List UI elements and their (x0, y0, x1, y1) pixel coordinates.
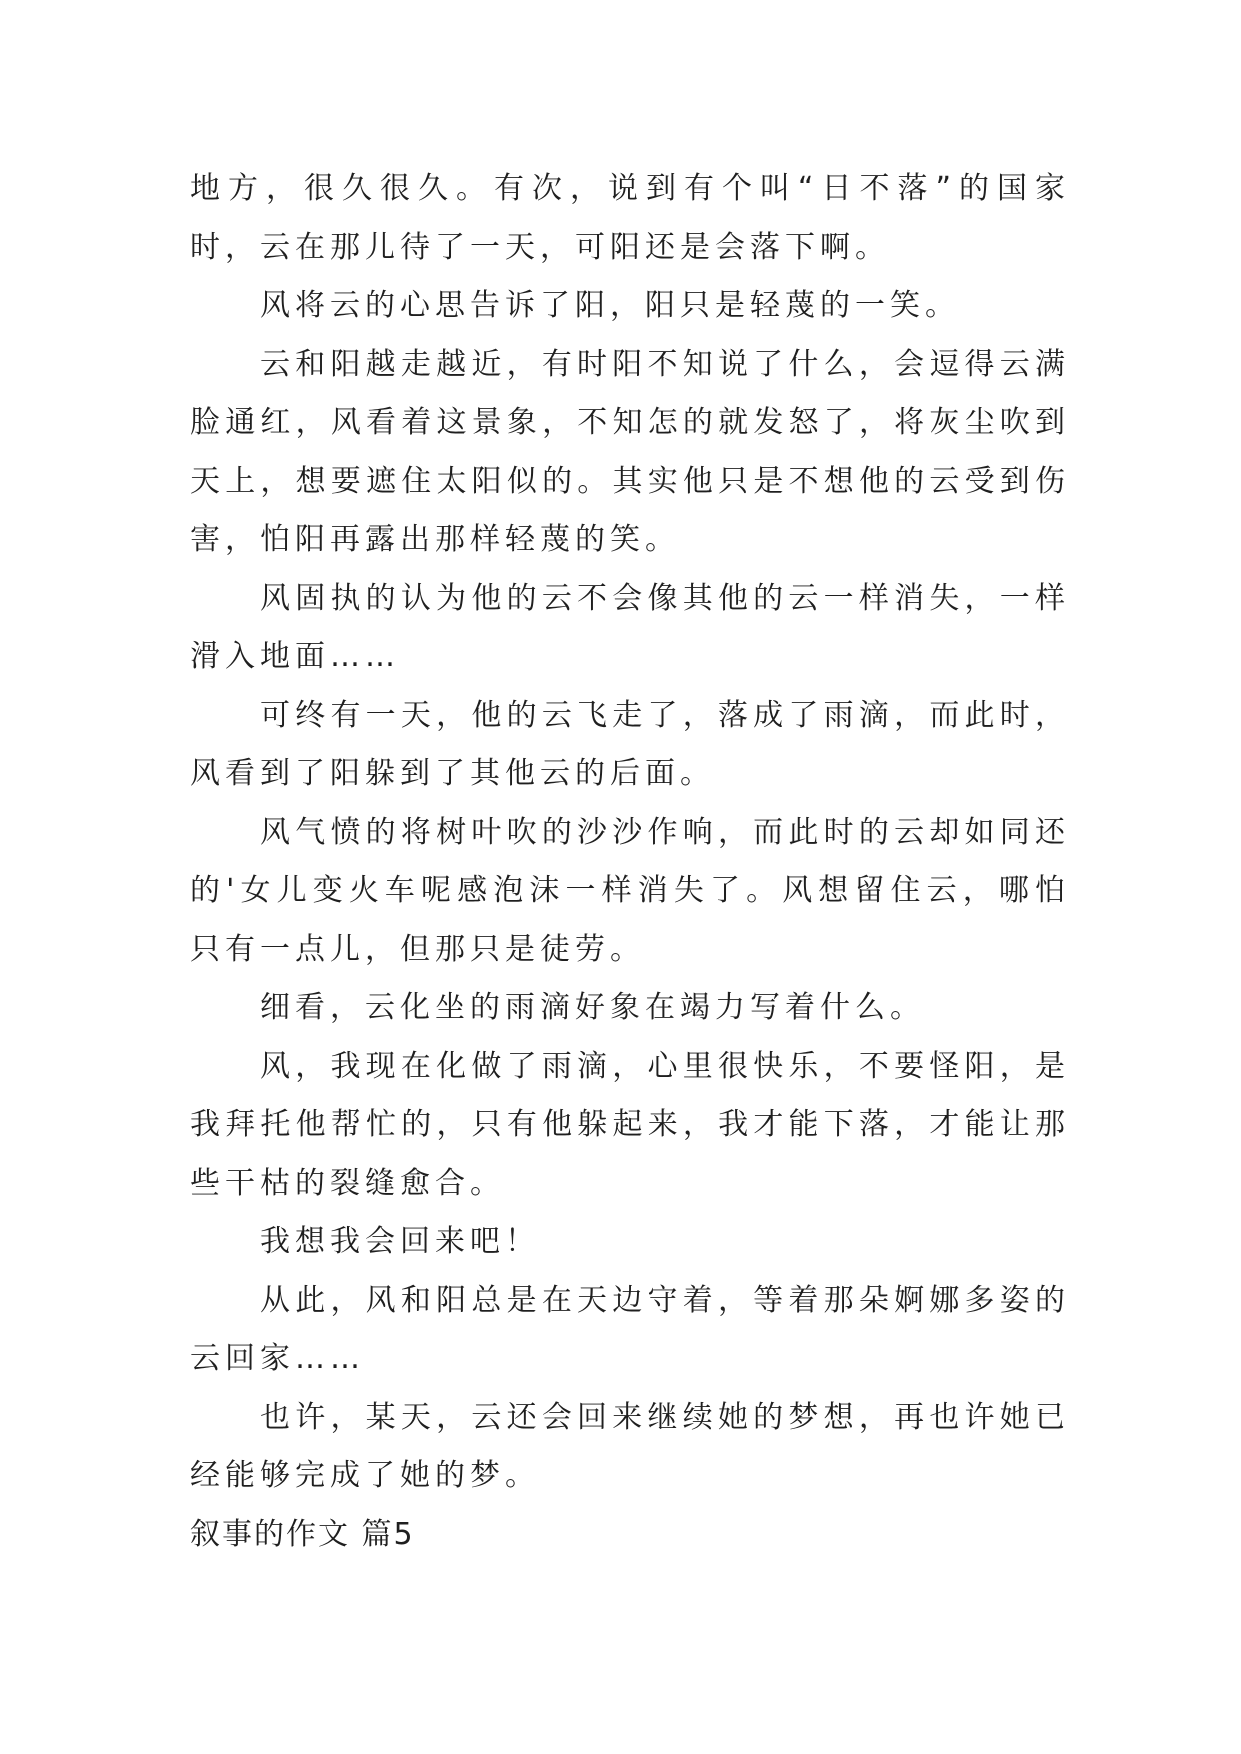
section-heading: 叙事的作文 篇5 (190, 1516, 415, 1552)
paragraph-5: 可终有一天，他的云飞走了，落成了雨滴，而此时，风看到了阳躲到了其他云的后面。 (190, 697, 1070, 791)
paragraph-9: 我想我会回来吧！ (260, 1224, 540, 1259)
paragraph-3: 云和阳越走越近，有时阳不知说了什么，会逗得云满脸通红，风看着这景象，不知怎的就发怒了，将灰尘吹到天上，想要遮住太阳似的。其实他只是不想他的云受到伤害，怕阳再露出那样轻蔑的笑。 (190, 346, 1070, 557)
paragraph-1: 地方，很久很久。有次，说到有个叫“日不落”的国家时，云在那儿待了一天，可阳还是会落下啊。 (190, 171, 1070, 265)
paragraph-8: 风，我现在化做了雨滴，心里很快乐，不要怪阳，是我拜托他帮忙的，只有他躲起来，我才能下落，才能让那些干枯的裂缝愈合。 (190, 1048, 1070, 1201)
paragraph-11: 也许，某天，云还会回来继续她的梦想，再也许她已经能够完成了她的梦。 (190, 1399, 1070, 1493)
paragraph-4: 风固执的认为他的云不会像其他的云一样消失，一样滑入地面…… (190, 580, 1070, 674)
paragraph-10: 从此，风和阳总是在天边守着，等着那朵婀娜多姿的云回家…… (190, 1282, 1070, 1376)
document-body (190, 160, 1070, 1564)
paragraph-2: 风将云的心思告诉了阳，阳只是轻蔑的一笑。 (260, 288, 960, 323)
paragraph-6: 风气愤的将树叶吹的沙沙作响，而此时的云却如同还的'女儿变火车呢感泡沫一样消失了。风想留住云，哪怕只有一点儿，但那只是徒劳。 (190, 814, 1070, 967)
paragraph-7: 细看，云化坐的雨滴好象在竭力写着什么。 (260, 990, 925, 1025)
